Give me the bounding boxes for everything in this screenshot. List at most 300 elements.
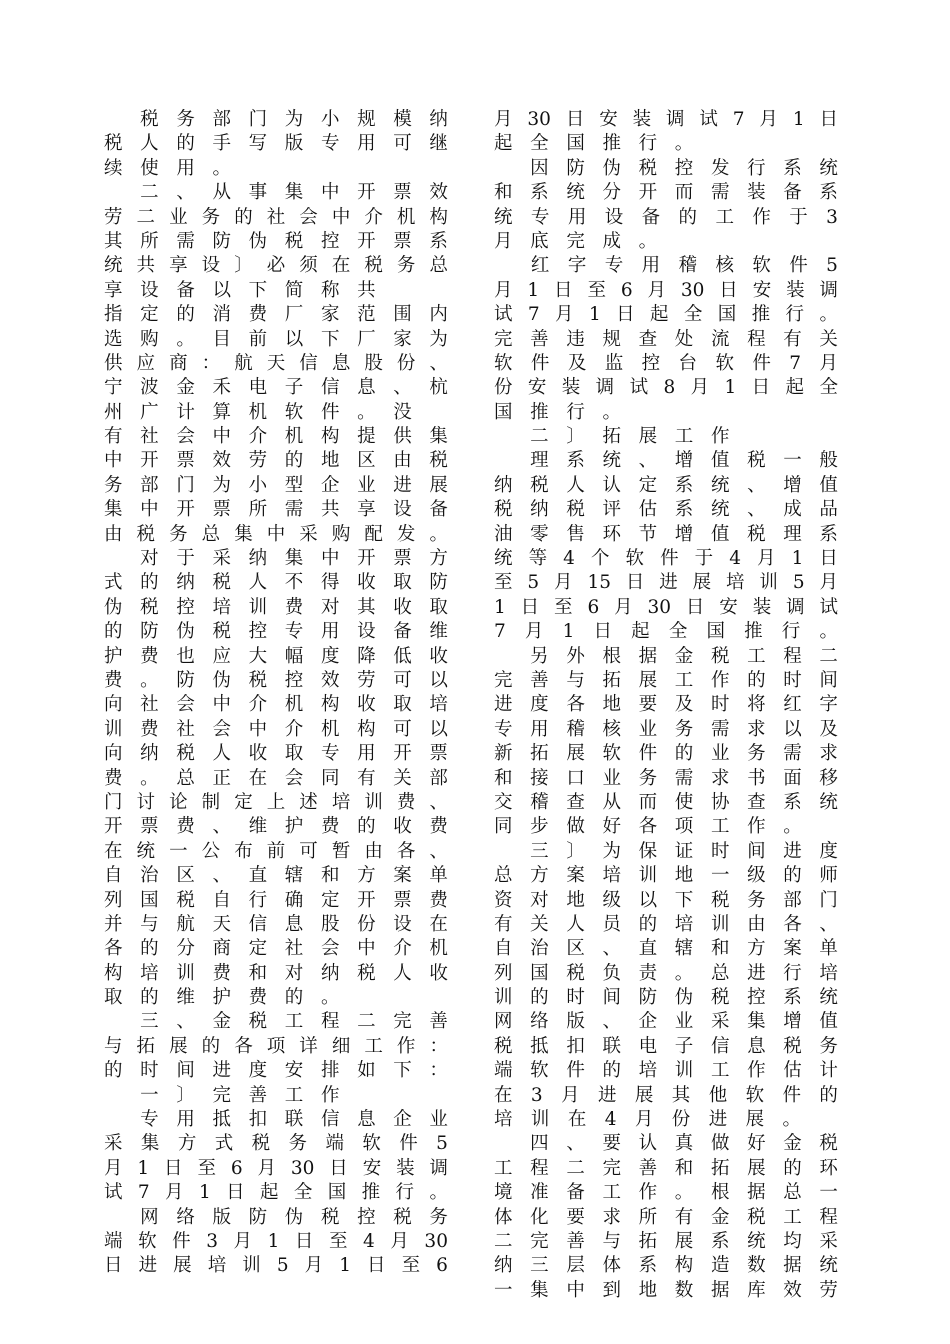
text-glyph: 取	[393, 694, 412, 716]
text-glyph: 、	[747, 499, 766, 521]
text-glyph: 培	[602, 865, 621, 887]
text-glyph: 防	[248, 1206, 268, 1228]
text-glyph: 作	[710, 426, 730, 448]
text-glyph: 训	[364, 791, 383, 813]
text-glyph: 5	[792, 572, 805, 594]
text-line	[494, 498, 838, 522]
text-glyph: 税	[566, 962, 585, 984]
text-glyph: 厂	[357, 328, 376, 350]
text-glyph: 于	[694, 548, 714, 570]
text-glyph: 人	[248, 572, 268, 594]
text-glyph: 从	[212, 182, 231, 204]
text-glyph: 务	[201, 206, 221, 228]
text-glyph: 内	[429, 304, 448, 326]
text-glyph: 供	[104, 352, 123, 374]
text-glyph: 地	[674, 865, 694, 887]
text-glyph: 下	[674, 889, 694, 911]
text-glyph: 1	[494, 596, 506, 618]
text-glyph: 使	[674, 791, 694, 813]
text-glyph: 对	[530, 889, 549, 911]
text-line	[104, 547, 448, 571]
text-glyph: 幅	[284, 645, 304, 667]
text-glyph: 的	[783, 1157, 802, 1179]
text-glyph: 会	[320, 938, 340, 960]
text-glyph: 统	[819, 157, 838, 179]
text-glyph: 一	[169, 840, 188, 862]
text-glyph: 装	[786, 279, 805, 301]
text-glyph: 、	[602, 1011, 621, 1033]
text-glyph: 。	[674, 133, 694, 155]
text-glyph: 另	[530, 645, 549, 667]
text-glyph: 企	[320, 474, 340, 496]
text-glyph: 三	[530, 840, 549, 862]
text-glyph: 必	[266, 255, 286, 277]
text-glyph: 应	[212, 645, 231, 667]
text-glyph: 负	[602, 962, 621, 984]
text-glyph: 务	[396, 255, 416, 277]
text-line	[104, 376, 448, 400]
text-glyph: 一	[494, 1279, 513, 1301]
text-glyph: 收	[429, 962, 448, 984]
text-glyph: 关	[819, 328, 838, 350]
text-glyph: 门	[248, 109, 268, 130]
text-glyph: 统	[747, 1230, 766, 1252]
text-glyph: 。	[782, 1109, 802, 1131]
text-glyph: ：	[429, 1035, 448, 1057]
text-glyph: 月	[554, 572, 573, 594]
text-glyph: 6	[436, 1255, 448, 1277]
text-glyph: 开	[357, 182, 376, 204]
text-glyph: 案	[393, 865, 412, 887]
text-glyph: 会	[284, 767, 304, 789]
text-glyph: 用	[530, 718, 549, 740]
text-glyph: 部	[212, 109, 231, 130]
text-glyph: 统	[710, 499, 730, 521]
text-glyph: 收	[393, 816, 412, 838]
text-glyph: 系	[819, 523, 838, 545]
text-glyph: 开	[104, 816, 123, 838]
text-glyph: 部	[140, 474, 159, 496]
text-line	[104, 1010, 448, 1034]
text-line	[494, 474, 838, 498]
text-glyph: 介	[393, 938, 412, 960]
text-glyph: 时	[783, 669, 802, 691]
text-glyph: 使	[140, 157, 159, 179]
text-glyph: 。	[674, 962, 694, 984]
text-glyph: 算	[212, 401, 231, 423]
text-line	[104, 571, 448, 595]
text-glyph: 理	[783, 523, 802, 545]
text-glyph: 维	[176, 987, 195, 1009]
text-glyph: 调	[786, 596, 805, 618]
text-line	[494, 669, 838, 693]
text-glyph: 训	[242, 1255, 261, 1277]
text-glyph: 规	[357, 109, 376, 130]
text-glyph: 认	[638, 1133, 658, 1155]
text-glyph: 采	[710, 1011, 730, 1033]
text-glyph: 工	[783, 1206, 802, 1228]
text-glyph: 门	[176, 474, 195, 496]
text-line	[494, 303, 838, 327]
text-glyph: 作	[320, 1084, 340, 1106]
text-glyph: 程	[783, 645, 802, 667]
text-glyph: 费	[429, 889, 448, 911]
text-glyph: 起	[631, 621, 650, 643]
text-glyph: ：	[429, 1060, 448, 1082]
text-glyph: 享	[169, 255, 188, 277]
text-glyph: 消	[212, 304, 231, 326]
text-glyph: 度	[530, 694, 549, 716]
text-glyph: 6	[620, 279, 633, 301]
text-glyph: 控	[674, 157, 694, 179]
text-glyph: 间	[819, 669, 838, 691]
text-glyph: 中	[266, 523, 286, 545]
text-glyph: 以	[429, 669, 448, 691]
text-glyph: 均	[783, 1230, 802, 1252]
text-line	[494, 620, 838, 644]
text-glyph: 件	[530, 352, 550, 374]
text-glyph: 税	[248, 669, 268, 691]
text-glyph: 三	[530, 1255, 549, 1277]
text-glyph: 地	[638, 1279, 658, 1301]
text-glyph: 5	[527, 572, 540, 594]
text-glyph: 项	[674, 816, 694, 838]
text-glyph: 软	[362, 1133, 381, 1155]
text-glyph: 展	[634, 1084, 654, 1106]
text-glyph: 定	[248, 938, 268, 960]
text-glyph: 效	[783, 1279, 802, 1301]
text-glyph: 、	[819, 913, 838, 935]
text-glyph: 个	[590, 548, 610, 570]
text-glyph: 行	[638, 133, 658, 155]
text-glyph: 手	[212, 133, 231, 155]
text-glyph: 一	[710, 865, 730, 887]
text-glyph: 估	[638, 499, 658, 521]
text-glyph: 行	[248, 889, 268, 911]
text-glyph: 务	[169, 523, 188, 545]
text-glyph: 进	[393, 474, 412, 496]
text-glyph: 件	[660, 548, 679, 570]
text-line	[494, 181, 838, 205]
text-glyph: 备	[393, 621, 412, 643]
text-glyph: 税	[393, 1206, 412, 1228]
text-glyph: 的	[104, 621, 123, 643]
text-glyph: 列	[494, 962, 513, 984]
text-glyph: 开	[140, 450, 159, 472]
text-glyph: 员	[602, 913, 621, 935]
text-line	[104, 815, 448, 839]
text-glyph: 8	[663, 377, 676, 399]
text-glyph: 书	[747, 767, 766, 789]
text-glyph: 1	[792, 109, 805, 130]
text-glyph: 计	[176, 401, 195, 423]
text-glyph: 收	[393, 596, 412, 618]
text-glyph: 列	[104, 889, 123, 911]
text-glyph: 日	[751, 377, 771, 399]
text-glyph: 会	[212, 718, 231, 740]
text-glyph: 案	[783, 938, 802, 960]
text-glyph: 作	[747, 816, 766, 838]
text-glyph: 税	[747, 450, 766, 472]
text-glyph: 工	[710, 816, 730, 838]
text-glyph: 的	[678, 206, 698, 228]
text-glyph: 月	[555, 304, 574, 326]
text-glyph: 境	[494, 1182, 513, 1204]
text-glyph: 一	[783, 450, 802, 472]
text-glyph: 月	[759, 109, 778, 130]
text-glyph: 一	[140, 1084, 159, 1106]
text-glyph: 统	[710, 474, 730, 496]
text-glyph: 票	[393, 548, 412, 570]
text-glyph: 全	[683, 304, 703, 326]
text-glyph: 二	[357, 1011, 376, 1033]
text-glyph: 系	[783, 157, 802, 179]
text-glyph: 日	[104, 1255, 123, 1277]
text-glyph: 用	[641, 255, 661, 277]
text-line	[494, 1230, 838, 1254]
text-glyph: 业	[602, 767, 621, 789]
text-glyph: 络	[530, 1011, 549, 1033]
text-glyph: 系	[783, 791, 802, 813]
text-line	[494, 596, 838, 620]
text-line	[104, 132, 448, 156]
text-glyph: 费	[248, 304, 268, 326]
text-glyph: 及	[567, 352, 587, 374]
text-glyph: 细	[331, 1035, 351, 1057]
text-glyph: 〕	[234, 255, 253, 277]
text-glyph: 航	[234, 352, 253, 374]
text-glyph: 版	[284, 133, 304, 155]
text-glyph: 值	[819, 474, 838, 496]
text-glyph: 和	[674, 1157, 694, 1179]
text-glyph: 月	[819, 352, 838, 374]
text-glyph: 行	[781, 621, 801, 643]
text-glyph: 月	[304, 1255, 324, 1277]
text-glyph: 用	[176, 157, 195, 179]
text-glyph: 日	[164, 1157, 183, 1179]
text-glyph: 责	[638, 962, 658, 984]
text-glyph: 展	[747, 1157, 766, 1179]
text-glyph: 机	[248, 401, 268, 423]
text-glyph: 增	[674, 523, 694, 545]
text-glyph: 关	[393, 767, 412, 789]
text-glyph: 金	[212, 1011, 231, 1033]
text-line	[104, 962, 448, 986]
text-glyph: 、	[393, 377, 412, 399]
text-glyph: 式	[104, 572, 123, 594]
text-glyph: 税	[140, 109, 159, 130]
text-glyph: 排	[320, 1060, 340, 1082]
text-glyph: 费	[140, 645, 159, 667]
text-glyph: 分	[602, 182, 621, 204]
text-line	[104, 279, 448, 303]
text-glyph: 份	[357, 913, 376, 935]
text-glyph: 禾	[212, 377, 231, 399]
text-glyph: 训	[248, 596, 268, 618]
text-glyph: 购	[331, 523, 351, 545]
text-glyph: 日	[593, 621, 613, 643]
text-glyph: 而	[638, 791, 658, 813]
text-glyph: 网	[140, 1206, 159, 1228]
text-glyph: 各	[234, 1035, 253, 1057]
text-glyph: 成	[602, 230, 621, 252]
text-glyph: 纳	[320, 962, 340, 984]
text-glyph: 善	[638, 1157, 658, 1179]
text-glyph: 中	[566, 1279, 585, 1301]
text-glyph	[494, 449, 513, 473]
text-glyph: 业	[357, 474, 376, 496]
text-glyph: 应	[136, 352, 156, 374]
text-glyph: 而	[674, 182, 694, 204]
text-glyph: 体	[494, 1206, 513, 1228]
text-glyph: 度	[248, 1060, 268, 1082]
text-glyph: 1	[198, 1182, 211, 1204]
text-glyph: 业	[710, 743, 730, 765]
text-glyph: 以	[783, 718, 802, 740]
text-glyph: 软	[745, 1084, 765, 1106]
text-glyph: 备	[566, 1182, 585, 1204]
text-glyph: 取	[393, 572, 412, 594]
text-glyph: 构	[104, 962, 123, 984]
text-glyph: 前	[248, 328, 268, 350]
text-glyph: 至	[587, 279, 606, 301]
text-glyph: 系	[710, 1230, 730, 1252]
text-glyph: 台	[678, 352, 698, 374]
text-glyph: 模	[393, 109, 412, 130]
text-line	[104, 937, 448, 961]
text-glyph: 人	[140, 133, 159, 155]
text-glyph: 训	[674, 1060, 694, 1082]
text-glyph: 定	[638, 474, 658, 496]
text-glyph: 防	[176, 669, 195, 691]
text-glyph: 月	[819, 572, 838, 594]
text-line	[104, 1181, 448, 1205]
text-glyph: 税	[136, 523, 156, 545]
text-glyph: 集	[284, 548, 304, 570]
text-glyph: 作	[638, 1182, 658, 1204]
text-glyph: 二	[136, 206, 156, 228]
text-glyph: 日	[226, 1182, 245, 1204]
text-glyph: 值	[710, 450, 730, 472]
text-glyph: 需	[674, 767, 694, 789]
text-glyph: 训	[176, 962, 195, 984]
text-glyph: 做	[710, 1133, 730, 1155]
text-glyph: 写	[248, 133, 268, 155]
text-glyph: 装	[561, 377, 581, 399]
text-glyph: 并	[104, 913, 123, 935]
text-glyph: 的	[602, 1060, 621, 1082]
text-glyph: 求	[747, 718, 766, 740]
text-glyph: 不	[284, 572, 304, 594]
text-glyph: 需	[284, 499, 304, 521]
text-line	[494, 986, 838, 1010]
text-glyph: 介	[248, 426, 268, 448]
text-glyph: 认	[602, 474, 621, 496]
text-glyph: 用	[320, 621, 340, 643]
text-glyph: 介	[284, 718, 304, 740]
text-glyph: 在	[494, 1084, 513, 1106]
text-line	[104, 620, 448, 644]
text-glyph: 培	[212, 596, 231, 618]
text-line	[494, 1254, 838, 1278]
text-glyph: 用	[567, 206, 587, 228]
text-glyph: 。	[602, 401, 621, 423]
text-glyph: 品	[819, 499, 838, 521]
text-glyph: 费	[248, 987, 268, 1009]
text-glyph: 6	[587, 596, 600, 618]
text-glyph: 移	[819, 767, 838, 789]
text-glyph: 拓	[136, 1035, 156, 1057]
text-glyph: 税	[429, 450, 448, 472]
text-glyph: 工	[715, 206, 734, 228]
text-glyph: 务	[638, 767, 658, 789]
text-glyph: 向	[104, 743, 123, 765]
text-glyph: 所	[248, 499, 268, 521]
text-glyph: 集	[429, 426, 448, 448]
text-line	[104, 449, 448, 473]
text-glyph: 15	[587, 572, 611, 594]
text-glyph: 份	[494, 377, 513, 399]
text-line	[494, 767, 838, 791]
text-glyph: 装	[396, 1157, 415, 1179]
text-glyph: 讨	[136, 791, 156, 813]
text-glyph: 务	[429, 1206, 448, 1228]
text-glyph: 对	[320, 596, 340, 618]
text-glyph: 训	[104, 718, 123, 740]
text-glyph: 装	[747, 182, 766, 204]
text-glyph: 制	[201, 791, 221, 813]
text-glyph: 4	[563, 548, 575, 570]
text-glyph: 票	[140, 816, 159, 838]
text-glyph: 国	[566, 133, 585, 155]
text-glyph: 业	[169, 206, 188, 228]
text-glyph: 纳	[140, 743, 159, 765]
text-glyph: 。	[140, 767, 159, 789]
text-glyph: 低	[393, 645, 412, 667]
text-glyph: 30	[527, 109, 551, 130]
text-line	[104, 157, 448, 181]
text-glyph: 查	[638, 328, 658, 350]
text-glyph: 设	[604, 206, 624, 228]
text-glyph: 家	[393, 328, 412, 350]
text-glyph: 联	[284, 1109, 304, 1131]
text-glyph: 续	[104, 157, 123, 179]
text-glyph: 至	[554, 596, 573, 618]
text-line	[104, 889, 448, 913]
text-glyph: 国	[327, 1182, 347, 1204]
text-glyph: 环	[819, 1157, 838, 1179]
text-glyph: 展	[692, 572, 712, 594]
text-glyph: 介	[248, 694, 268, 716]
text-glyph: 准	[530, 1182, 549, 1204]
text-glyph: 人	[393, 962, 412, 984]
text-glyph: 备	[429, 499, 448, 521]
text-line	[494, 693, 838, 717]
text-glyph: 国	[706, 621, 725, 643]
text-glyph: 完	[393, 1011, 412, 1033]
text-glyph: 效	[320, 669, 340, 691]
text-glyph: 工	[494, 1157, 513, 1179]
text-glyph: 统	[566, 182, 585, 204]
text-glyph: 件	[172, 1230, 191, 1252]
text-glyph: 月	[634, 1109, 654, 1131]
text-line	[104, 352, 448, 376]
text-glyph: 企	[393, 1109, 412, 1131]
text-glyph: 部	[429, 767, 448, 789]
text-glyph: 外	[566, 645, 585, 667]
text-glyph	[104, 1084, 123, 1108]
text-glyph: 。	[212, 157, 231, 179]
